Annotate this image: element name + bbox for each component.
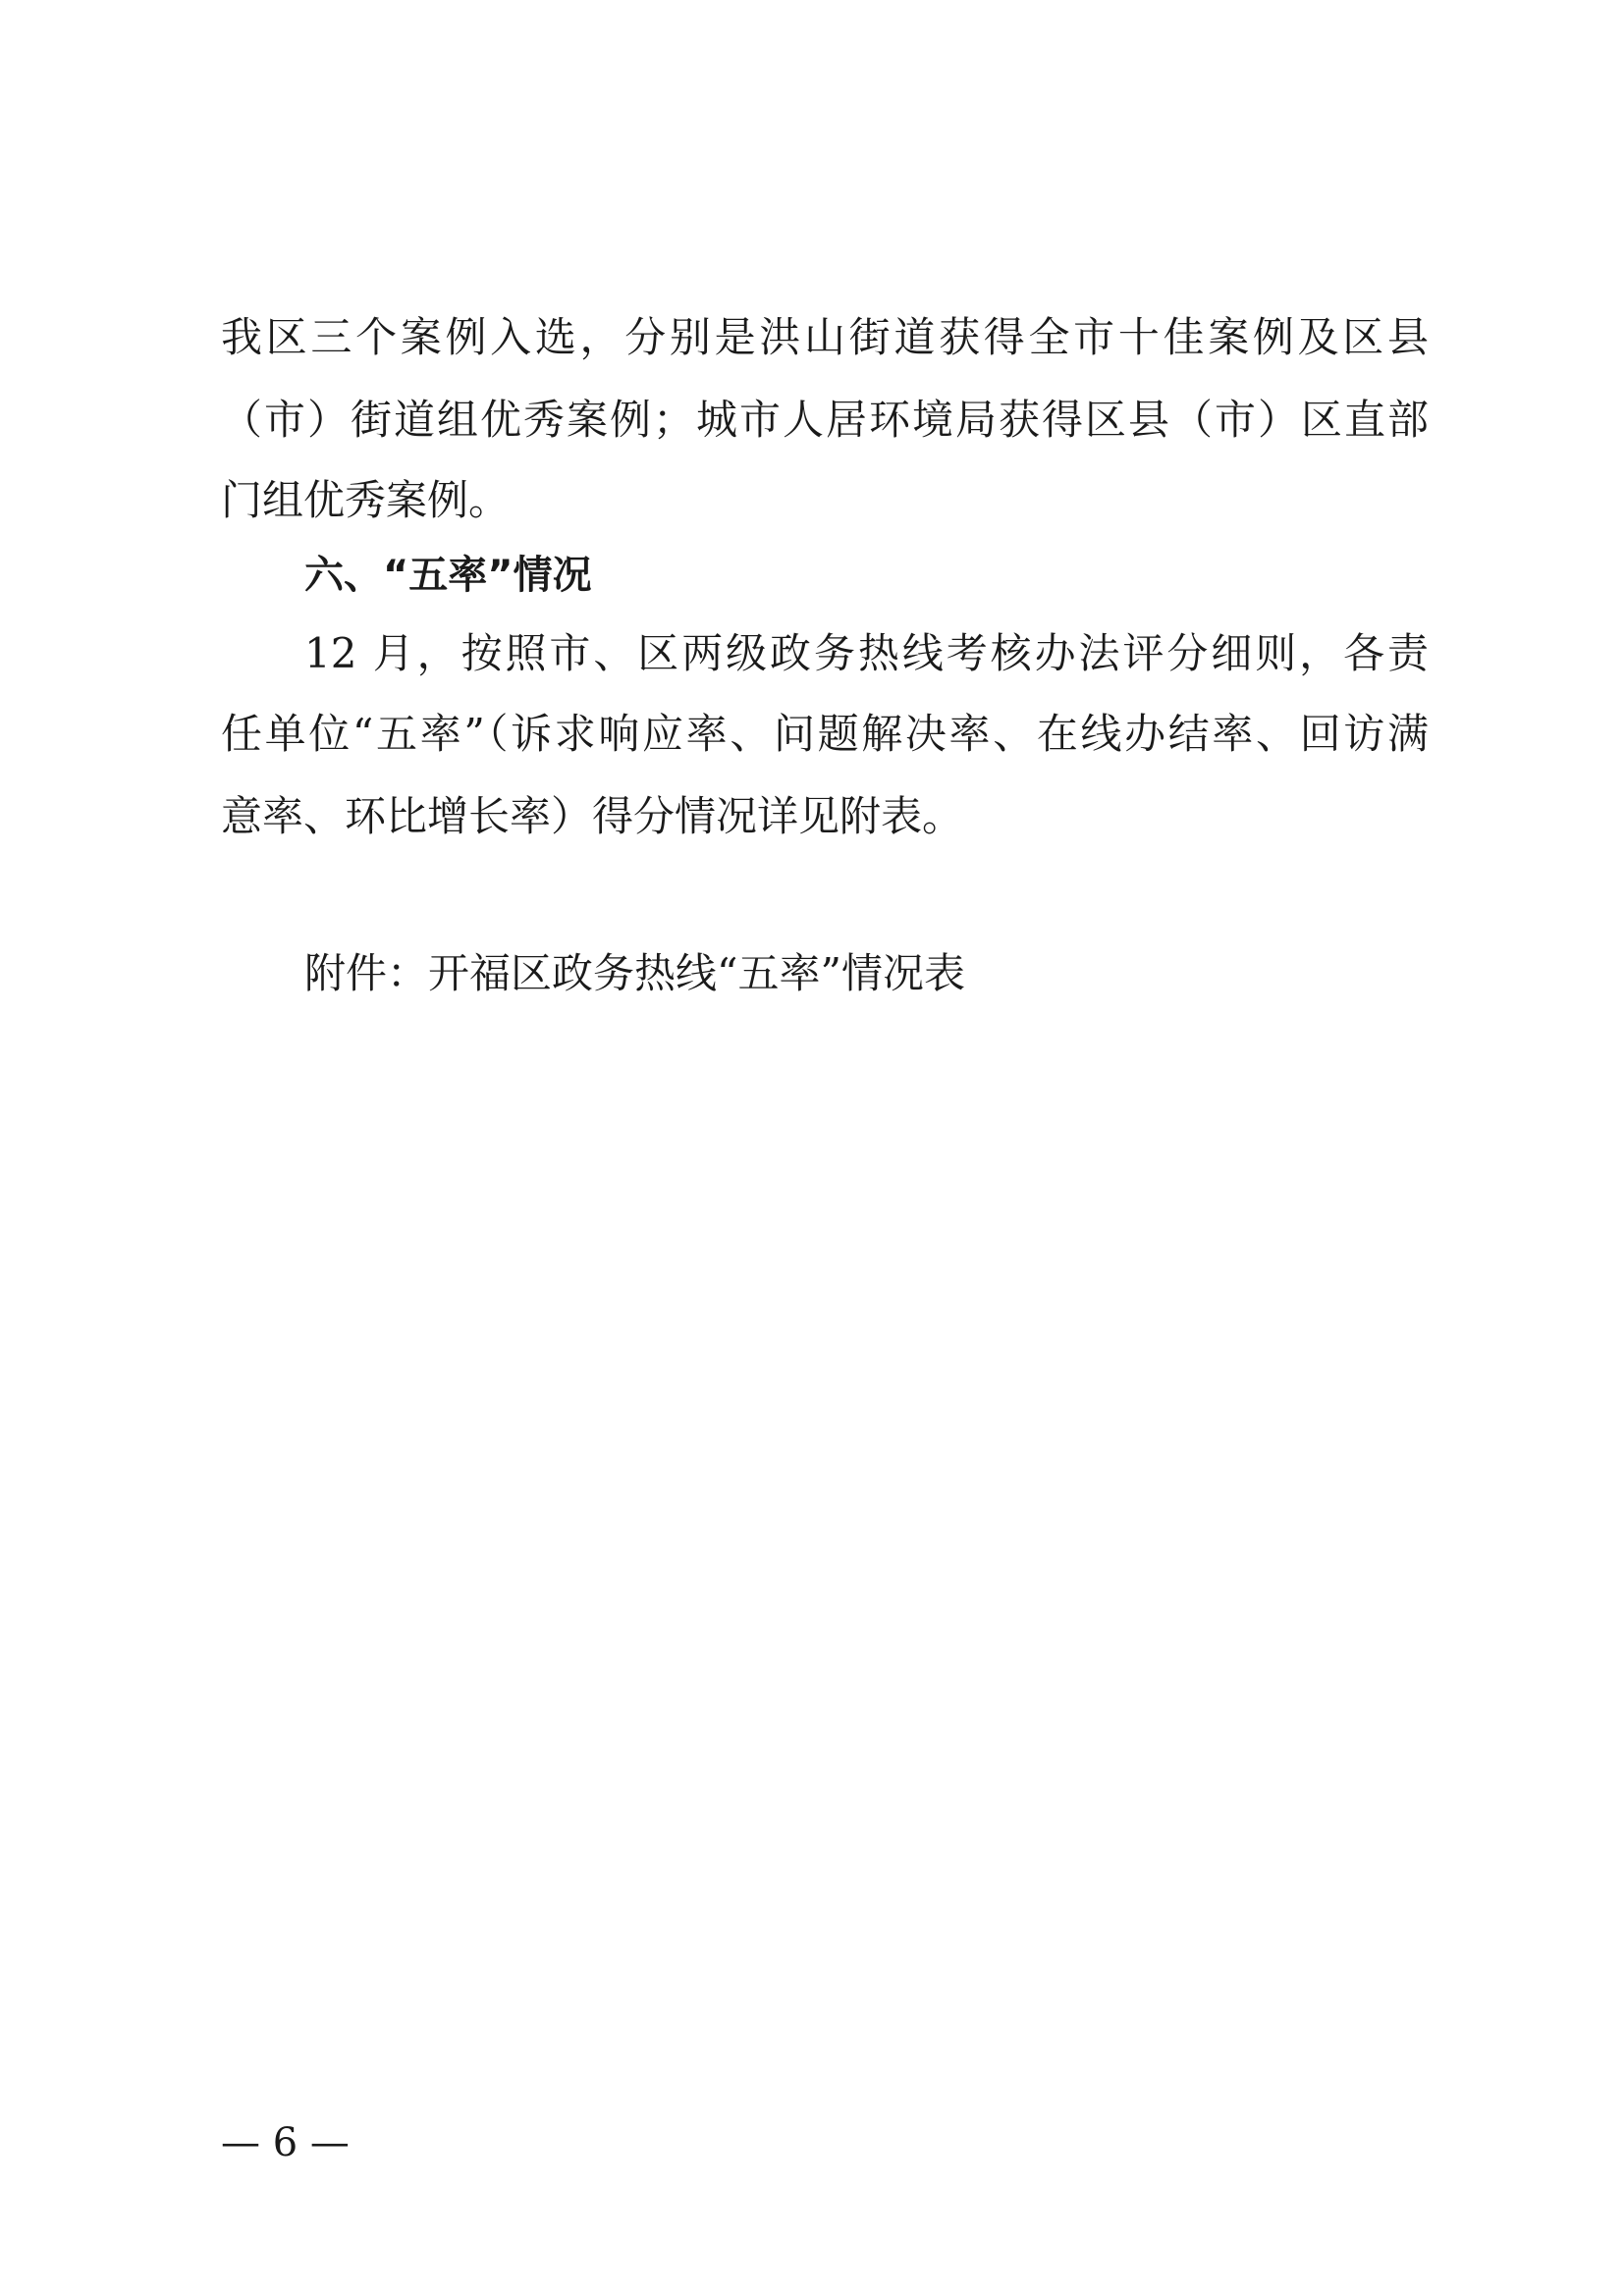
rates-paragraph-line-1: 12 月，按照市、区两级政务热线考核办法评分细则，各责 bbox=[304, 629, 1429, 677]
cases-paragraph-line-2: （市）街道组优秀案例；城市人居环境局获得区县（市）区直部 bbox=[221, 396, 1429, 444]
rates-paragraph-line-3: 意率、环比增长率）得分情况详见附表。 bbox=[221, 792, 964, 840]
rates-paragraph-line-2: 任单位“五率”（诉求响应率、问题解决率、在线办结率、回访满 bbox=[221, 710, 1429, 758]
cases-paragraph-line-1: 我区三个案例入选，分别是洪山街道获得全市十佳案例及区县 bbox=[221, 313, 1429, 361]
attachment-note: 附件：开福区政务热线“五率”情况表 bbox=[304, 949, 965, 997]
section-heading: 六、“五率”情况 bbox=[304, 553, 592, 598]
cases-paragraph-line-3: 门组优秀案例。 bbox=[221, 476, 511, 524]
page-number: — 6 — bbox=[221, 2120, 350, 2165]
